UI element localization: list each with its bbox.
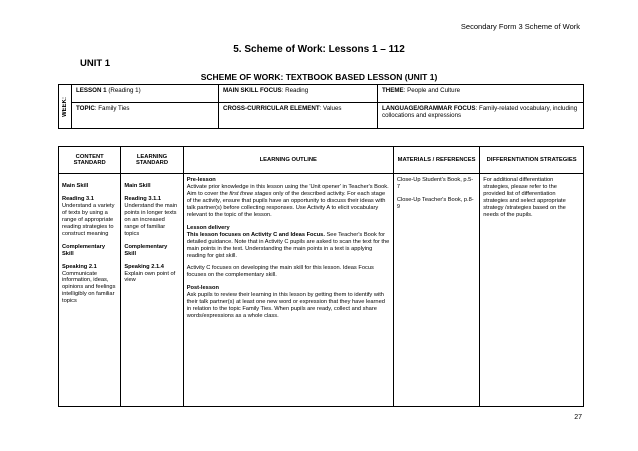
cross-curricular-cell [219,103,378,129]
content-main-text: Understand a variety of texts by using a range of appropriate reading strategies to construct meaning [62,202,115,237]
learning-outline-table [58,146,584,407]
document-title: 5. Scheme of Work: Lessons 1 – 112 [233,44,405,55]
content-comp-text: Communicate information, ideas, opinions and feelings intelligibly on familiar topics [62,270,116,305]
header-content-standard: CONTENT STANDARD [59,147,121,174]
lesson-delivery-heading: Lesson delivery [186,224,230,231]
theme-cell [378,85,584,103]
page-number: 27 [574,414,582,421]
lesson-cell [72,85,219,103]
content-comp-code: Speaking 2.1 [62,263,97,270]
topic-cell [72,103,219,129]
cross-curricular-value: : Values [319,105,342,112]
cross-curricular-label: CROSS-CURRICULAR ELEMENT [223,105,320,112]
learning-outline-cell [183,174,393,407]
lesson-label: LESSON 1 [76,87,107,94]
learning-comp-skill: Complementary Skill [124,243,168,257]
post-lesson-text: Ask pupils to review their learning in this lesson by getting them to identify with their talk partner(s) at least one new word or expression that they have learned in relation to the topic Family Ties. When pupils are ready, collect and share words/expressions as a whole class. [186,292,385,320]
content-standard-cell [59,174,121,407]
lesson-delivery-text: This lesson focuses on Activity C and Ideas Focus. See Teacher's Book for detailed guidance. Note that in Activity C pupils are asked to scan the text for the main points in the text. Understanding the main points in a text is applying reading for gist skill. [186,231,390,259]
main-skill-cell [219,85,378,103]
week-cell [59,85,72,129]
language-focus-label: LANGUAGE/GRAMMAR FOCUS [382,105,476,112]
learning-standard-cell [121,174,183,407]
language-focus-value: : Family-related vocabulary, including collocations and expressions [382,105,578,119]
language-focus-cell [378,103,584,129]
materials-cell [393,174,479,407]
week-label: WEEK: [62,96,68,117]
main-skill-value: : Reading [281,87,309,94]
activity-text: Activity C focuses on developing the main skill for this lesson. Ideas Focus focuses on the complementary skill. [186,265,374,279]
learning-main-code: Reading 3.1.1 [124,195,162,202]
main-skill-label: MAIN SKILL FOCUS [223,87,282,94]
content-main-skill: Main Skill [62,183,89,189]
learning-main-text: Understand the main points in longer texts on an increased range of familiar topics [124,202,178,237]
differentiation-cell [480,174,584,407]
topic-value: : Family Ties [94,105,130,112]
theme-value: : People and Culture [403,87,461,94]
theme-label: THEME [382,87,404,94]
header-differentiation: DIFFERENTIATION STRATEGIES [480,147,584,174]
pre-lesson-heading: Pre-lesson [186,177,216,183]
unit-heading: UNIT 1 [80,58,111,69]
content-comp-skill: Complementary Skill [62,243,105,257]
material-students-book: Close-Up Student's Book, p.5-7 [396,177,474,190]
header-learning-standard: LEARNING STANDARD [121,147,183,174]
scheme-title: SCHEME OF WORK: TEXTBOOK BASED LESSON (UNIT 1) [200,72,438,82]
differentiation-text: For additional differentiation strategies, please refer to the provided list of differentiation strategies and select appropriate strategy /strategies based on the needs of the pupils. [483,177,566,218]
topic-label: TOPIC [76,105,95,112]
pre-lesson-text: Activate prior knowledge in this lesson using the 'Unit opener' in Teacher's Book. Aim to cover the first three stages only of the described activity. For each stage of the activity, ensure that pupils have an opportunity to discuss their ideas with talk partner(s) before collecting responses. Use Activity A to elicit vocabulary relevant to the topic of the lesson. [186,183,389,218]
learning-main-skill: Main Skill [124,183,151,189]
learning-comp-code: Speaking 2.1.4 [124,263,164,270]
header-materials: MATERIALS / REFERENCES [393,147,479,174]
learning-comp-text: Explain own point of view [124,270,176,284]
page-header: Secondary Form 3 Scheme of Work [460,22,580,31]
post-lesson-heading: Post-lesson [186,285,219,292]
lesson-value: (Reading 1) [106,87,141,94]
material-teachers-book: Close-Up Teacher's Book, p.8-9 [396,196,474,210]
lesson-info-table [58,84,584,129]
content-main-code: Reading 3.1 [62,195,94,202]
header-learning-outline: LEARNING OUTLINE [183,147,393,174]
